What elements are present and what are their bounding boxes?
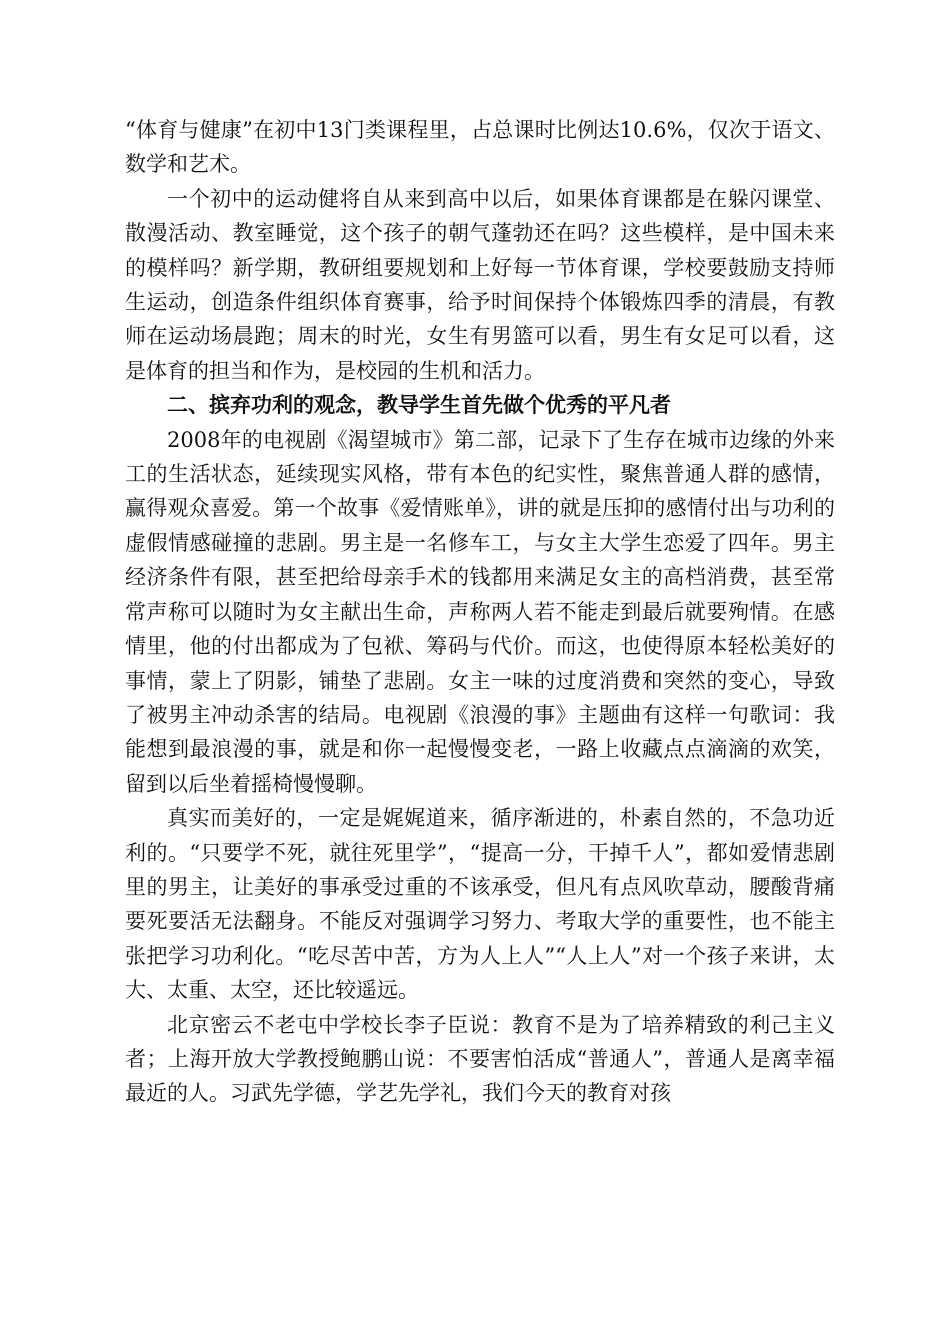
paragraph-tv-drama: 2008年的电视剧《渴望城市》第二部，记录下了生存在城市边缘的外来工的生活状态，延续现实风格，带有本色的纪实性，聚焦普通人群的感情，赢得观众喜爱。第一个故事《爱情账单》，讲的就是压抑的感情付出与功利的虚假情感碰撞的悲剧。男主是一名修车工，与女主大学生恋爱了四年。男主经济条件有限，甚至把给母亲手术的钱都用来满足女主的高档消费，甚至常常声称可以随时为女主献出生命，声称两人若不能走到最后就要殉情。在感情里，他的付出都成为了包袱、筹码与代价。而这，也使得原本轻松美好的事情，蒙上了阴影，铺垫了悲剧。女主一味的过度消费和突然的变心，导致了被男主冲动杀害的结局。电视剧《浪漫的事》主题曲有这样一句歌词：我能想到最浪漫的事，就是和你一起慢慢变老，一路上收藏点点滴滴的欢笑，留到以后坐着摇椅慢慢聊。	[125, 427, 835, 796]
paragraph-true-beauty: 真实而美好的，一定是娓娓道来，循序渐进的，朴素自然的，不急功近利的。“只要学不死，就往死里学”，“提高一分，干掉千人”，都如爱情悲剧里的男主，让美好的事承受过重的不该承受，但凡有点风吹草动，腰酸背痛要死要活无法翻身。不能反对强调学习努力、考取大学的重要性，也不能主张把学习功利化。“吃尽苦中苦，方为人上人”“人上人”对一个孩子来讲，太大、太重、太空，还比较遥远。	[125, 806, 835, 1003]
paragraph-sports-athlete: 一个初中的运动健将自从来到高中以后，如果体育课都是在躲闪课堂、散漫活动、教室睡觉，这个孩子的朝气蓬勃还在吗？这些模样，是中国未来的模样吗？新学期，教研组要规划和上好每一节体育课，学校要鼓励支持师生运动，创造条件组织体育赛事，给予时间保持个体锻炼四季的清晨，有教师在运动场晨跑；周末的时光，女生有男篮可以看，男生有女足可以看，这是体育的担当和作为，是校园的生机和活力。	[125, 186, 835, 383]
section-heading-2: 二、摈弃功利的观念，教导学生首先做个优秀的平凡者	[167, 393, 671, 418]
document-page	[125, 113, 835, 1111]
paragraph-pe-course-ratio: “体育与健康”在初中13门类课程里，占总课时比例达10.6%，仅次于语文、数学和艺术。	[125, 118, 835, 177]
paragraph-principal-quote: 北京密云不老屯中学校长李子臣说：教育不是为了培养精致的利己主义者；上海开放大学教授鲍鹏山说：不要害怕活成“普通人”，普通人是离幸福最近的人。习武先学德，学艺先学礼，我们今天的教育对孩	[125, 1012, 835, 1106]
